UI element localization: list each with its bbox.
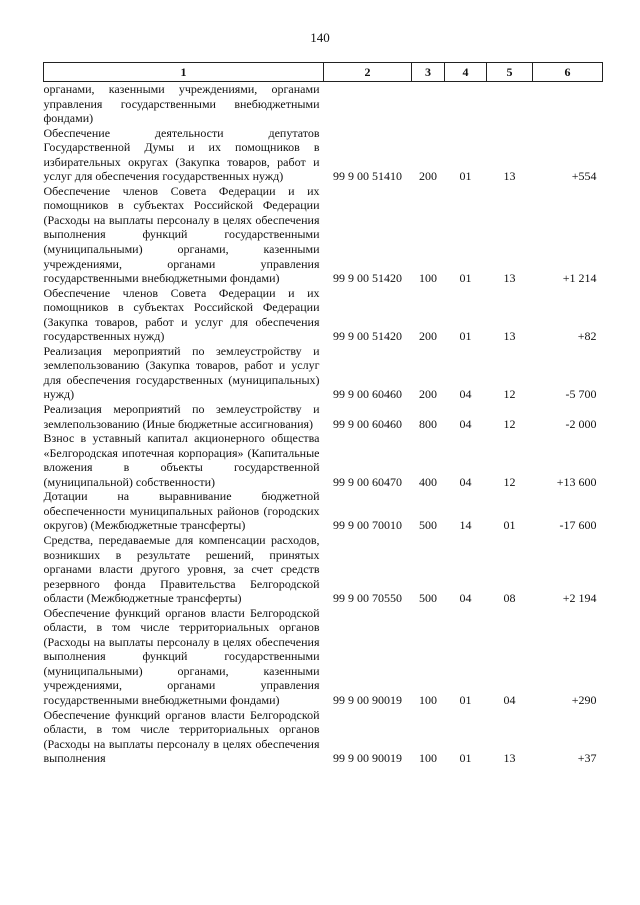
- row-target-code: 99 9 00 60460: [333, 387, 402, 402]
- row-expense-type: 400: [419, 474, 437, 489]
- row-subsection: 13: [503, 169, 516, 184]
- budget-table: [43, 62, 603, 766]
- row-target-code: 99 9 00 90019: [333, 751, 402, 766]
- row-target-code: 99 9 00 60460: [333, 416, 402, 431]
- table-header-row: [44, 63, 603, 82]
- row-expense-type: 800: [419, 416, 437, 431]
- row-subsection: 01: [503, 518, 516, 533]
- column-header-2: 2: [324, 63, 412, 82]
- row-description: Реализация мероприятий по землеустройству и землепользованию (Закупка товаров, работ и услуг для обеспечения государственных (муниципальных) нужд): [43, 343, 320, 402]
- table-row: [44, 286, 603, 344]
- row-target-code: 99 9 00 60470: [333, 474, 402, 489]
- row-section: 01: [459, 751, 472, 766]
- table-row: [44, 606, 603, 708]
- row-target-code: [324, 82, 412, 126]
- row-expense-type: 200: [419, 169, 437, 184]
- column-header-4: 4: [445, 63, 487, 82]
- row-target-code: 99 9 00 70010: [333, 518, 402, 533]
- table-row: [44, 708, 603, 766]
- row-section: 01: [459, 271, 472, 286]
- row-expense-type: 100: [419, 751, 437, 766]
- row-description: Обеспечение функций органов власти Белгородской области, в том числе территориальных органов (Расходы на выплаты персоналу в целях обеспечения выполнения функций государственными (муниципальными) органами, казенными учреждениями, органами управления государственными внебюджетными фондами): [43, 605, 320, 707]
- row-description: Взнос в уставный капитал акционерного общества «Белгородская ипотечная корпорация» (Капитальные вложения в объекты государственной (муниципальной) собственности): [43, 431, 320, 489]
- row-amount: -2 000: [565, 416, 597, 431]
- row-subsection: 12: [503, 416, 516, 431]
- row-description: органами, казенными учреждениями, органами управления государственными внебюджетными фондами): [43, 82, 320, 126]
- row-amount: +290: [571, 692, 597, 707]
- row-subsection: [487, 82, 533, 126]
- row-subsection: 12: [503, 474, 516, 489]
- row-section: 01: [459, 329, 472, 344]
- row-amount: +13 600: [556, 474, 597, 489]
- row-description: Обеспечение членов Совета Федерации и их помощников в субъектах Российской Федерации (Закупка товаров, работ и услуг для обеспечения государственных нужд): [43, 285, 320, 344]
- table-row: [44, 533, 603, 606]
- row-subsection: 13: [503, 751, 516, 766]
- row-description: Обеспечение функций органов власти Белгородской области, в том числе территориальных органов (Расходы на выплаты персоналу в целях обеспечения выполнения: [43, 707, 320, 766]
- row-section: [445, 82, 487, 126]
- table-row: [44, 489, 603, 533]
- row-target-code: 99 9 00 90019: [333, 692, 402, 707]
- row-description: Обеспечение членов Совета Федерации и их помощников в субъектах Российской Федерации (Расходы на выплаты персоналу в целях обеспечения выполнения функций государственными (муниципальными) органами, казенными учреждениями, органами управления государственными внебюджетными фондами): [43, 183, 320, 286]
- table-row: [44, 402, 603, 431]
- row-section: 04: [459, 416, 472, 431]
- row-description: Реализация мероприятий по землеустройству и землепользованию (Иные бюджетные ассигнования): [43, 402, 320, 431]
- row-section: 01: [459, 169, 472, 184]
- row-amount: +37: [577, 751, 597, 766]
- row-target-code: 99 9 00 51420: [333, 271, 402, 286]
- table-row: [44, 126, 603, 184]
- column-header-5: 5: [487, 63, 533, 82]
- row-subsection: 04: [503, 692, 516, 707]
- row-section: 14: [459, 518, 472, 533]
- table-row: [44, 82, 603, 126]
- row-section: 04: [459, 387, 472, 402]
- row-target-code: 99 9 00 51410: [333, 169, 402, 184]
- row-amount: +554: [571, 169, 597, 184]
- row-expense-type: 200: [419, 329, 437, 344]
- row-amount: +2 194: [562, 591, 597, 606]
- row-amount: -17 600: [559, 518, 597, 533]
- row-expense-type: 100: [419, 692, 437, 707]
- column-header-3: 3: [412, 63, 445, 82]
- row-expense-type: 500: [419, 591, 437, 606]
- table-row: [44, 184, 603, 286]
- row-target-code: 99 9 00 51420: [333, 329, 402, 344]
- column-header-6: 6: [533, 63, 603, 82]
- column-header-1: 1: [44, 63, 324, 82]
- row-section: 01: [459, 692, 472, 707]
- row-subsection: 12: [503, 387, 516, 402]
- row-subsection: 08: [503, 591, 516, 606]
- row-amount: +1 214: [562, 271, 597, 286]
- row-section: 04: [459, 591, 472, 606]
- row-expense-type: 200: [419, 387, 437, 402]
- row-expense-type: 100: [419, 271, 437, 286]
- row-expense-type: 500: [419, 518, 437, 533]
- row-amount: +82: [577, 329, 597, 344]
- page-number: 140: [310, 30, 330, 45]
- row-subsection: 13: [503, 329, 516, 344]
- row-target-code: 99 9 00 70550: [333, 591, 402, 606]
- row-section: 04: [459, 474, 472, 489]
- row-expense-type: [412, 82, 445, 126]
- row-description: Обеспечение деятельности депутатов Государственной Думы и их помощников в избирательных округах (Закупка товаров, работ и услуг для обеспечения государственных нужд): [43, 125, 320, 184]
- row-description: Дотации на выравнивание бюджетной обеспеченности муниципальных районов (городских округов) (Межбюджетные трансферты): [43, 489, 320, 533]
- row-amount: -5 700: [565, 387, 597, 402]
- row-subsection: 13: [503, 271, 516, 286]
- table-row: [44, 344, 603, 402]
- row-amount: [533, 82, 603, 126]
- table-row: [44, 431, 603, 489]
- row-description: Средства, передаваемые для компенсации расходов, возникших в результате решений, принятых органами власти другого уровня, за счет средств резервного фонда Правительства Белгородской области (Межбюджетные трансферты): [43, 532, 320, 606]
